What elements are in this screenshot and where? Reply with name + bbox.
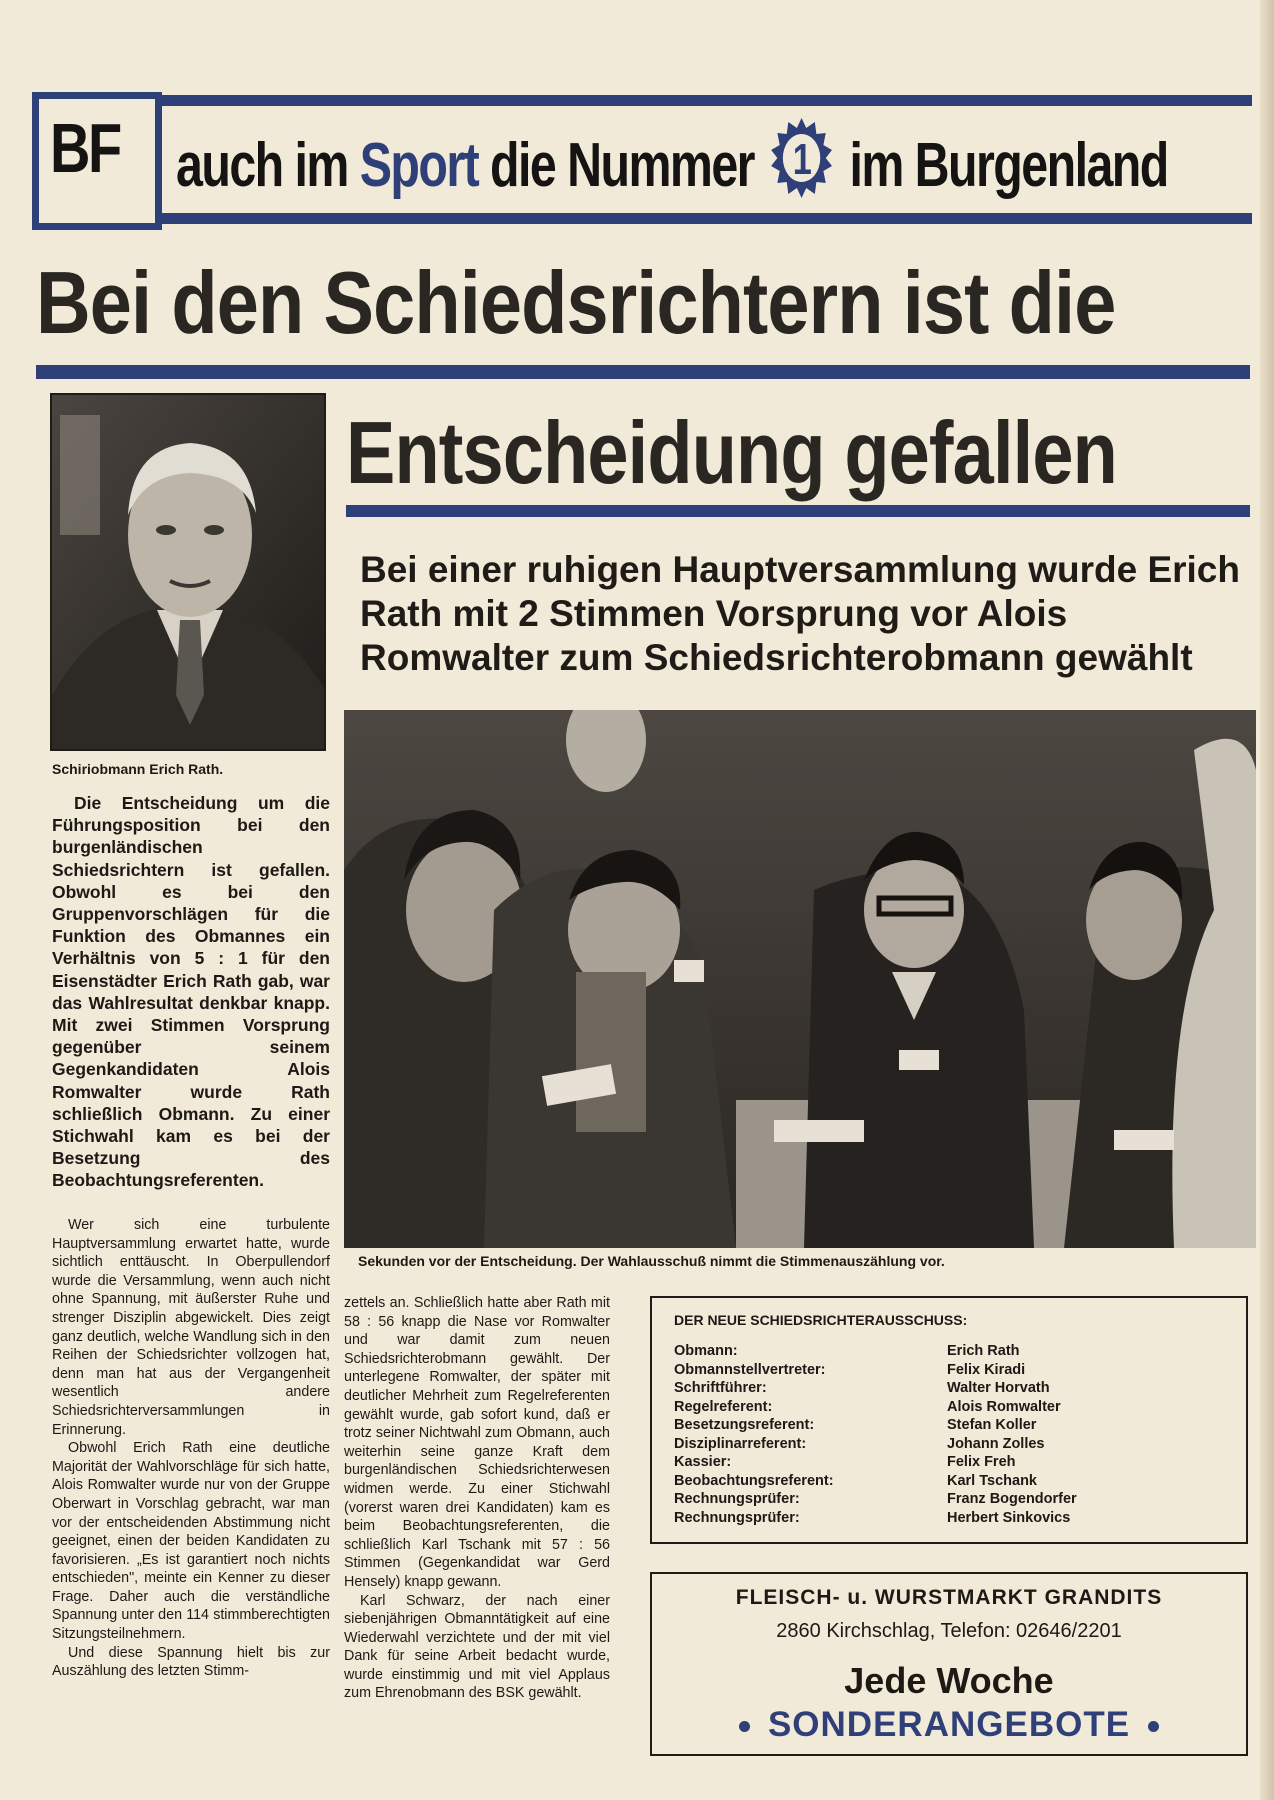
headline-line2: Entscheidung gefallen [346, 403, 1117, 502]
portrait-photo [50, 393, 326, 751]
committee-role: Besetzungsreferent: [674, 1417, 815, 1433]
slogan-post: im Burgenland [849, 131, 1168, 200]
committee-role: Schriftführer: [674, 1380, 767, 1396]
lead-text: Die Entscheidung um die Führungsposition bei den burgenländischen Schiedsrichtern ist gefallen. Obwohl es bei den Gruppenvorschlägen für die Funktion des Obmannes ein Verhältnis von 5 : 1 für den Eisenstädter Erich Rath gab, war das Wahlresultat denkbar knapp. Mit zwei Stimmen Vorsprung gegenüber seinem Gegenkandidaten Alois Romwalter wurde Rath schließlich Obmann. Zu einer Stichwahl kam es bei der Besetzung des Beobachtungsreferenten. [52, 793, 330, 1191]
banner-rule-bottom [162, 213, 1252, 224]
committee-member: Herbert Sinkovics [947, 1509, 1071, 1526]
ad-offer-text: SONDERANGEBOTE [767, 1705, 1131, 1744]
masthead-slogan [176, 116, 1168, 201]
subheadline: Bei einer ruhigen Hauptversammlung wurde Erich Rath mit 2 Stimmen Vorsprung vor Alois Romwalter zum Schiedsrichterobmann gewählt [360, 549, 1240, 678]
committee-member: Alois Romwalter [947, 1398, 1061, 1415]
page-edge [1260, 0, 1274, 1800]
headline-rule-2 [346, 505, 1250, 517]
body-column-1 [52, 1216, 330, 1681]
body-paragraph: Wer sich eine turbulente Hauptversammlung erwartet hatte, wurde sichtlich enttäuscht. In Oberpullendorf wurde die Versammlung, wenn auch nicht ohne Spannung, mit äußerster Ruhe und strenger Disziplin abgewickelt. Dies zeigt ganz deutlich, welche Wandlung sich in den Reihen der Schiedsrichter vollzogen hat, denn man hat aus der Vergangenheit wesentlich andere Schiedsrichterversammlungen in Erinnerung. [52, 1217, 330, 1438]
banner-rule-top [162, 95, 1252, 106]
committee-role: Regelreferent: [674, 1398, 773, 1415]
committee-member: Franz Bogendorfer [947, 1491, 1077, 1507]
bullet-dot-icon [1148, 1721, 1159, 1732]
slogan-pre: auch im [176, 131, 348, 200]
committee-member: Felix Kiradi [947, 1361, 1026, 1378]
body-column-2 [344, 1294, 610, 1703]
body-paragraph: Obwohl Erich Rath eine deutliche Majorität der Wahlvorschläge für sich hatte, Alois Romwalter wurde nur von der Gruppe Oberwart in Vorschlag gebracht, war man vor der entscheidenden Abstimmung nicht geeignet, einen der beiden Kandidaten zu favorisieren. „Es ist garantiert noch nichts entschieden", meinte ein Kenner zu dieser Frage. Daher auch die verständliche Spannung unter den 114 stimmberechtigten Sitzungsteilnehmern. [52, 1440, 330, 1643]
committee-role: Rechnungsprüfer: [674, 1491, 800, 1507]
badge-number: 1 [792, 134, 811, 185]
committee-row [674, 1416, 1077, 1435]
committee-member: Felix Freh [947, 1454, 1016, 1470]
committee-row [674, 1472, 1077, 1491]
committee-role: Kassier: [674, 1454, 732, 1470]
committee-row [674, 1398, 1077, 1417]
headline-line1: Bei den Schiedsrichtern ist die [36, 253, 1116, 352]
committee-role: Rechnungsprüfer: [674, 1509, 800, 1526]
committee-row [674, 1342, 1077, 1361]
committee-member: Stefan Koller [947, 1417, 1037, 1433]
ad-address: 2860 Kirchschlag, Telefon: 02646/2201 [776, 1620, 1122, 1642]
committee-role: Disziplinarreferent: [674, 1435, 807, 1452]
committee-role: Beobachtungsreferent: [674, 1472, 834, 1489]
ad-tagline: Jede Woche [844, 1660, 1054, 1701]
bf-logo: BF [50, 109, 120, 187]
slogan-sport: Sport [359, 131, 479, 200]
committee-row [674, 1379, 1077, 1398]
body-paragraph: Karl Schwarz, der nach einer siebenjährigen Obmanntätigkeit auf eine Wiederwahl verzichtete und der mit viel Dank für seine Arbeit bedacht wurde, wurde einstimmig und mit viel Applaus zum Ehrenobmann des BSK gewählt. [344, 1592, 610, 1702]
committee-row [674, 1361, 1077, 1380]
committee-table [674, 1342, 1077, 1527]
committee-role: Obmann: [674, 1343, 738, 1359]
number-one-badge-icon [769, 116, 835, 200]
body-paragraph: Und diese Spannung hielt bis zur Auszählung des letzten Stimm- [52, 1644, 330, 1680]
committee-row [674, 1435, 1077, 1454]
committee-title: DER NEUE SCHIEDSRICHTERAUSSCHUSS: [674, 1312, 968, 1328]
committee-row [674, 1453, 1077, 1472]
vote-count-photo [344, 710, 1256, 1248]
body-paragraph: zettels an. Schließlich hatte aber Rath mit 58 : 56 knapp die Nase vor Romwalter und war damit zum neuen Schiedsrichterobmann gewählt. Der unterlegene Romwalter, der später mit deutlicher Mehrheit zum Regelreferenten gewählt wurde, gab sofort kund, daß er trotz seiner Nichtwahl zum Obmann, auch weiterhin seine ganze Kraft dem burgenländischen Schiedsrichterwesen widmen werde. Zu einer Stichwahl (vorerst waren drei Kandidaten) kam es beim Beobachtungsreferenten, die schließlich Karl Tschank mit 57 : 56 Stimmen (Gegenkandidat war Gerd Hensely) knapp gewann. [344, 1295, 610, 1590]
committee-member: Johann Zolles [947, 1435, 1045, 1452]
portrait-caption: Schiriobmann Erich Rath. [52, 761, 224, 777]
committee-member: Walter Horvath [947, 1380, 1050, 1396]
ad-offer [650, 1705, 1248, 1745]
committee-row [674, 1490, 1077, 1509]
slogan-mid: die Nummer [490, 131, 754, 200]
photo-caption: Sekunden vor der Entscheidung. Der Wahlausschuß nimmt die Stimmenauszählung vor. [358, 1253, 945, 1269]
committee-member: Erich Rath [947, 1343, 1020, 1359]
ad-company: FLEISCH- u. WURSTMARKT GRANDITS [735, 1586, 1163, 1609]
bullet-dot-icon [739, 1721, 750, 1732]
headline-rule-1 [36, 365, 1250, 379]
committee-member: Karl Tschank [947, 1472, 1037, 1489]
committee-role: Obmannstellvertreter: [674, 1361, 826, 1378]
lead-paragraph [52, 792, 330, 1192]
committee-row [674, 1509, 1077, 1528]
